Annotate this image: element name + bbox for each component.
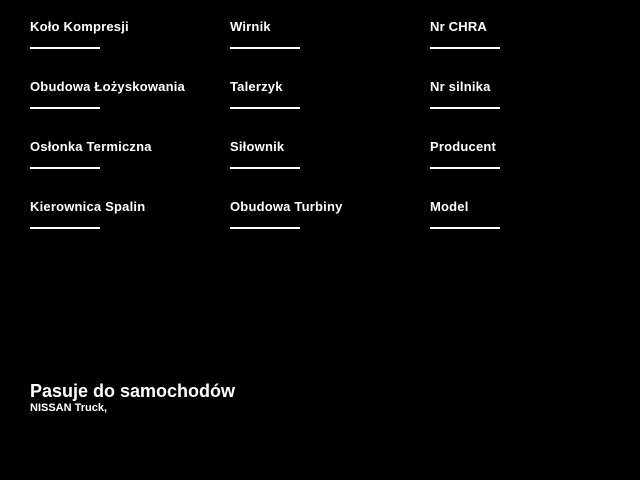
- blank-value-line: [230, 107, 300, 109]
- field-nr-chra: [430, 19, 630, 79]
- field-kierownica-spalin: [30, 199, 230, 259]
- blank-value-line: [230, 167, 300, 169]
- field-label: Model: [430, 199, 469, 214]
- field-wirnik: [230, 19, 430, 79]
- blank-value-line: [430, 107, 500, 109]
- field-talerzyk: [230, 79, 430, 139]
- field-label: Producent: [430, 139, 497, 154]
- fits-vehicles-list: NISSAN Truck,: [30, 402, 108, 414]
- field-label: Siłownik: [230, 139, 285, 154]
- field-producent: [430, 139, 630, 199]
- field-nr-silnika: [430, 79, 630, 139]
- field-label: Talerzyk: [230, 79, 283, 94]
- field-label: Wirnik: [230, 19, 271, 34]
- field-label: Nr CHRA: [430, 19, 488, 34]
- blank-value-line: [30, 227, 100, 229]
- field-oslonka-termiczna: [30, 139, 230, 199]
- field-model: [430, 199, 630, 259]
- field-label: Kierownica Spalin: [30, 199, 146, 214]
- field-kolo-kompresji: [30, 19, 230, 79]
- field-label: Obudowa Łożyskowania: [30, 79, 185, 94]
- field-obudowa-lozyskowania: [30, 79, 230, 139]
- field-label: Osłonka Termiczna: [30, 139, 152, 154]
- blank-value-line: [430, 47, 500, 49]
- blank-value-line: [30, 167, 100, 169]
- fits-vehicles-heading: Pasuje do samochodów: [30, 381, 236, 401]
- blank-value-line: [430, 167, 500, 169]
- blank-value-line: [30, 107, 100, 109]
- blank-value-line: [230, 47, 300, 49]
- blank-value-line: [30, 47, 100, 49]
- field-label: Koło Kompresji: [30, 19, 129, 34]
- blank-value-line: [430, 227, 500, 229]
- parts-spec-grid: [30, 19, 630, 259]
- field-label: Obudowa Turbiny: [230, 199, 343, 214]
- field-silownik: [230, 139, 430, 199]
- fits-vehicles-section: [30, 381, 235, 415]
- field-label: Nr silnika: [430, 79, 491, 94]
- field-obudowa-turbiny: [230, 199, 430, 259]
- blank-value-line: [230, 227, 300, 229]
